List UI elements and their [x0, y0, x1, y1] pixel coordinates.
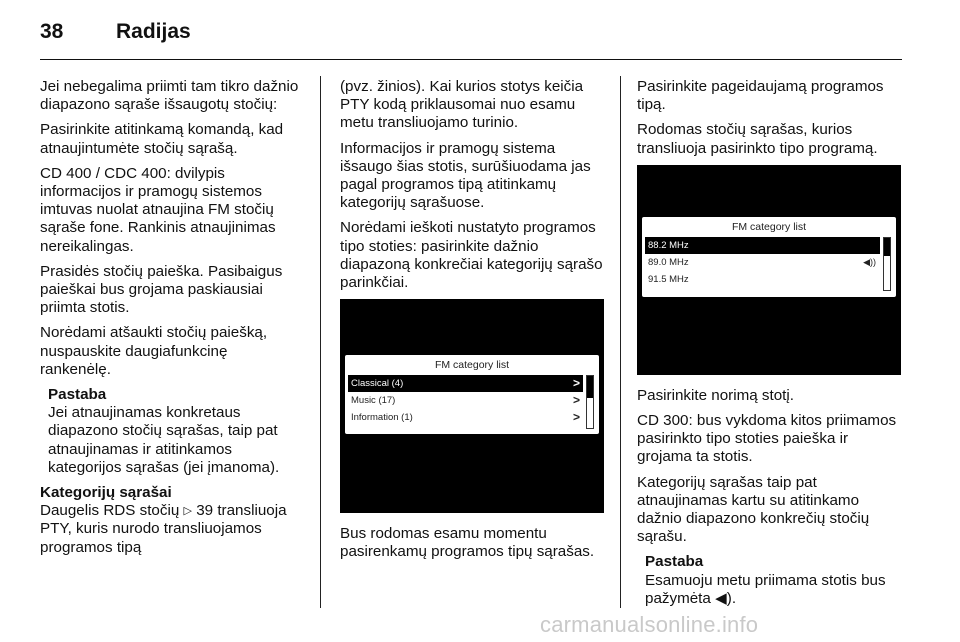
section-heading: Kategorijų sąrašai	[40, 484, 172, 502]
header-rule	[40, 59, 902, 60]
column-1	[40, 78, 302, 564]
paragraph	[40, 502, 302, 557]
scrollbar-thumb[interactable]	[884, 238, 890, 256]
list-item[interactable]	[348, 392, 583, 409]
speaker-icon: ◀))	[863, 256, 876, 267]
category-list-screenshot	[340, 299, 604, 513]
list-item-label: Music (17)	[351, 395, 396, 407]
category-list	[348, 375, 583, 426]
list-item[interactable]	[348, 409, 583, 426]
list-item-label: Classical (4)	[351, 378, 404, 390]
station-list-screenshot	[637, 165, 901, 375]
paragraph-text: Daugelis RDS stočių	[40, 502, 184, 520]
triangle-right-icon: ▷	[183, 505, 192, 518]
radio-display	[345, 355, 599, 434]
list-item[interactable]	[645, 237, 880, 254]
column-divider	[320, 76, 321, 608]
note-text: Esamuoju metu priimama stotis bus pažymėta	[645, 571, 886, 607]
paragraph: Norėdami atšaukti stočių paiešką, nuspauskite daugiafunkcinę rankenėlę.	[40, 324, 268, 378]
paragraph: Informacijos ir pramogų sistema išsaugo šias stotis, surūšiuodama jas pagal programos tipą atitinkamų kategorijų sąrašuose.	[340, 139, 591, 212]
scrollbar[interactable]	[586, 375, 594, 429]
column-3	[637, 78, 905, 615]
column-2	[340, 78, 604, 569]
paragraph: Kategorijų sąrašas taip pat atnaujinamas kartu su atitinkamo dažnio diapazono konkrečių stočių sąrašu.	[637, 473, 870, 546]
paragraph: Prasidės stočių paieška. Pasibaigus paieškai bus grojama paskiausiai priimta stotis.	[40, 262, 283, 317]
paragraph: Norėdami ieškoti nustatyto programos tipo stoties: pasirinkite dažnio diapazoną konkrečiai kategorijų sąrašo parinkčiai.	[340, 219, 603, 292]
paragraph: Jei nebegalima priimti tam tikro dažnio diapazono sąraše išsaugotų stočių:	[40, 78, 299, 114]
note-title: Pastaba	[645, 553, 704, 571]
list-item[interactable]	[645, 254, 880, 271]
chevron-right-icon: >	[572, 410, 580, 425]
page-number: 38	[40, 20, 64, 43]
paragraph: Rodomas stočių sąrašas, kurios transliuoja pasirinkto tipo programą.	[637, 121, 878, 157]
paragraph-text: transliuoja PTY, kuris nurodo transliuojamos programos tipą	[40, 502, 287, 556]
scrollbar-thumb[interactable]	[587, 376, 593, 398]
chevron-right-icon: >	[572, 393, 580, 408]
paragraph: Bus rodomas esamu momentu pasirenkamų programos tipų sąrašas.	[340, 525, 595, 561]
column-divider	[620, 76, 621, 608]
note-text: .	[731, 589, 737, 607]
screen-title: FM category list	[434, 359, 510, 372]
screen-title: FM category list	[731, 220, 807, 233]
page-reference[interactable]: 39	[196, 502, 214, 520]
paragraph: CD 300: bus vykdoma kitos priimamos pasirinkto tipo stoties paieška ir grojama ta stotis.	[637, 412, 897, 466]
paragraph: (pvz. žinios). Kai kurios stotys keičia PTY kodą priklausomai nuo esamu metu transliuojamo turinio.	[340, 78, 584, 132]
station-list	[645, 237, 880, 288]
list-item[interactable]	[348, 375, 583, 392]
scrollbar[interactable]	[883, 237, 891, 291]
chevron-right-icon: >	[572, 376, 580, 391]
note-title: Pastaba	[48, 386, 107, 404]
paragraph: CD 400 / CDC 400: dvilypis informacijos ir pramogų sistemos imtuvas nuolat atnaujina FM stočių sąraše fone. Rankinis atnaujinimas nereikalingas.	[40, 164, 276, 255]
paragraph: Pasirinkite norimą stotį.	[637, 386, 794, 404]
page-title: Radijas	[116, 20, 191, 43]
list-item-label: 89.0 MHz	[648, 256, 689, 268]
page-header	[40, 20, 191, 50]
list-item-label: 91.5 MHz	[648, 273, 689, 285]
list-item-label: Information (1)	[351, 412, 413, 424]
list-item[interactable]	[645, 271, 880, 288]
speaker-icon: ◀)	[715, 589, 732, 607]
note-box	[645, 553, 905, 608]
watermark: carmanualsonline.info	[540, 612, 759, 637]
note-text: Jei atnaujinamas konkretaus diapazono stočių sąrašas, taip pat atnaujinamas ir atitinkamos kategorijos sąrašas (jei įmanoma).	[48, 404, 280, 476]
paragraph: Pasirinkite atitinkamą komandą, kad atnaujintumėte stočių sąrašą.	[40, 121, 284, 157]
list-item-label: 88.2 MHz	[648, 239, 689, 251]
note-box	[48, 386, 302, 477]
paragraph: Pasirinkite pageidaujamą programos tipą.	[637, 78, 884, 114]
radio-display	[642, 217, 896, 297]
